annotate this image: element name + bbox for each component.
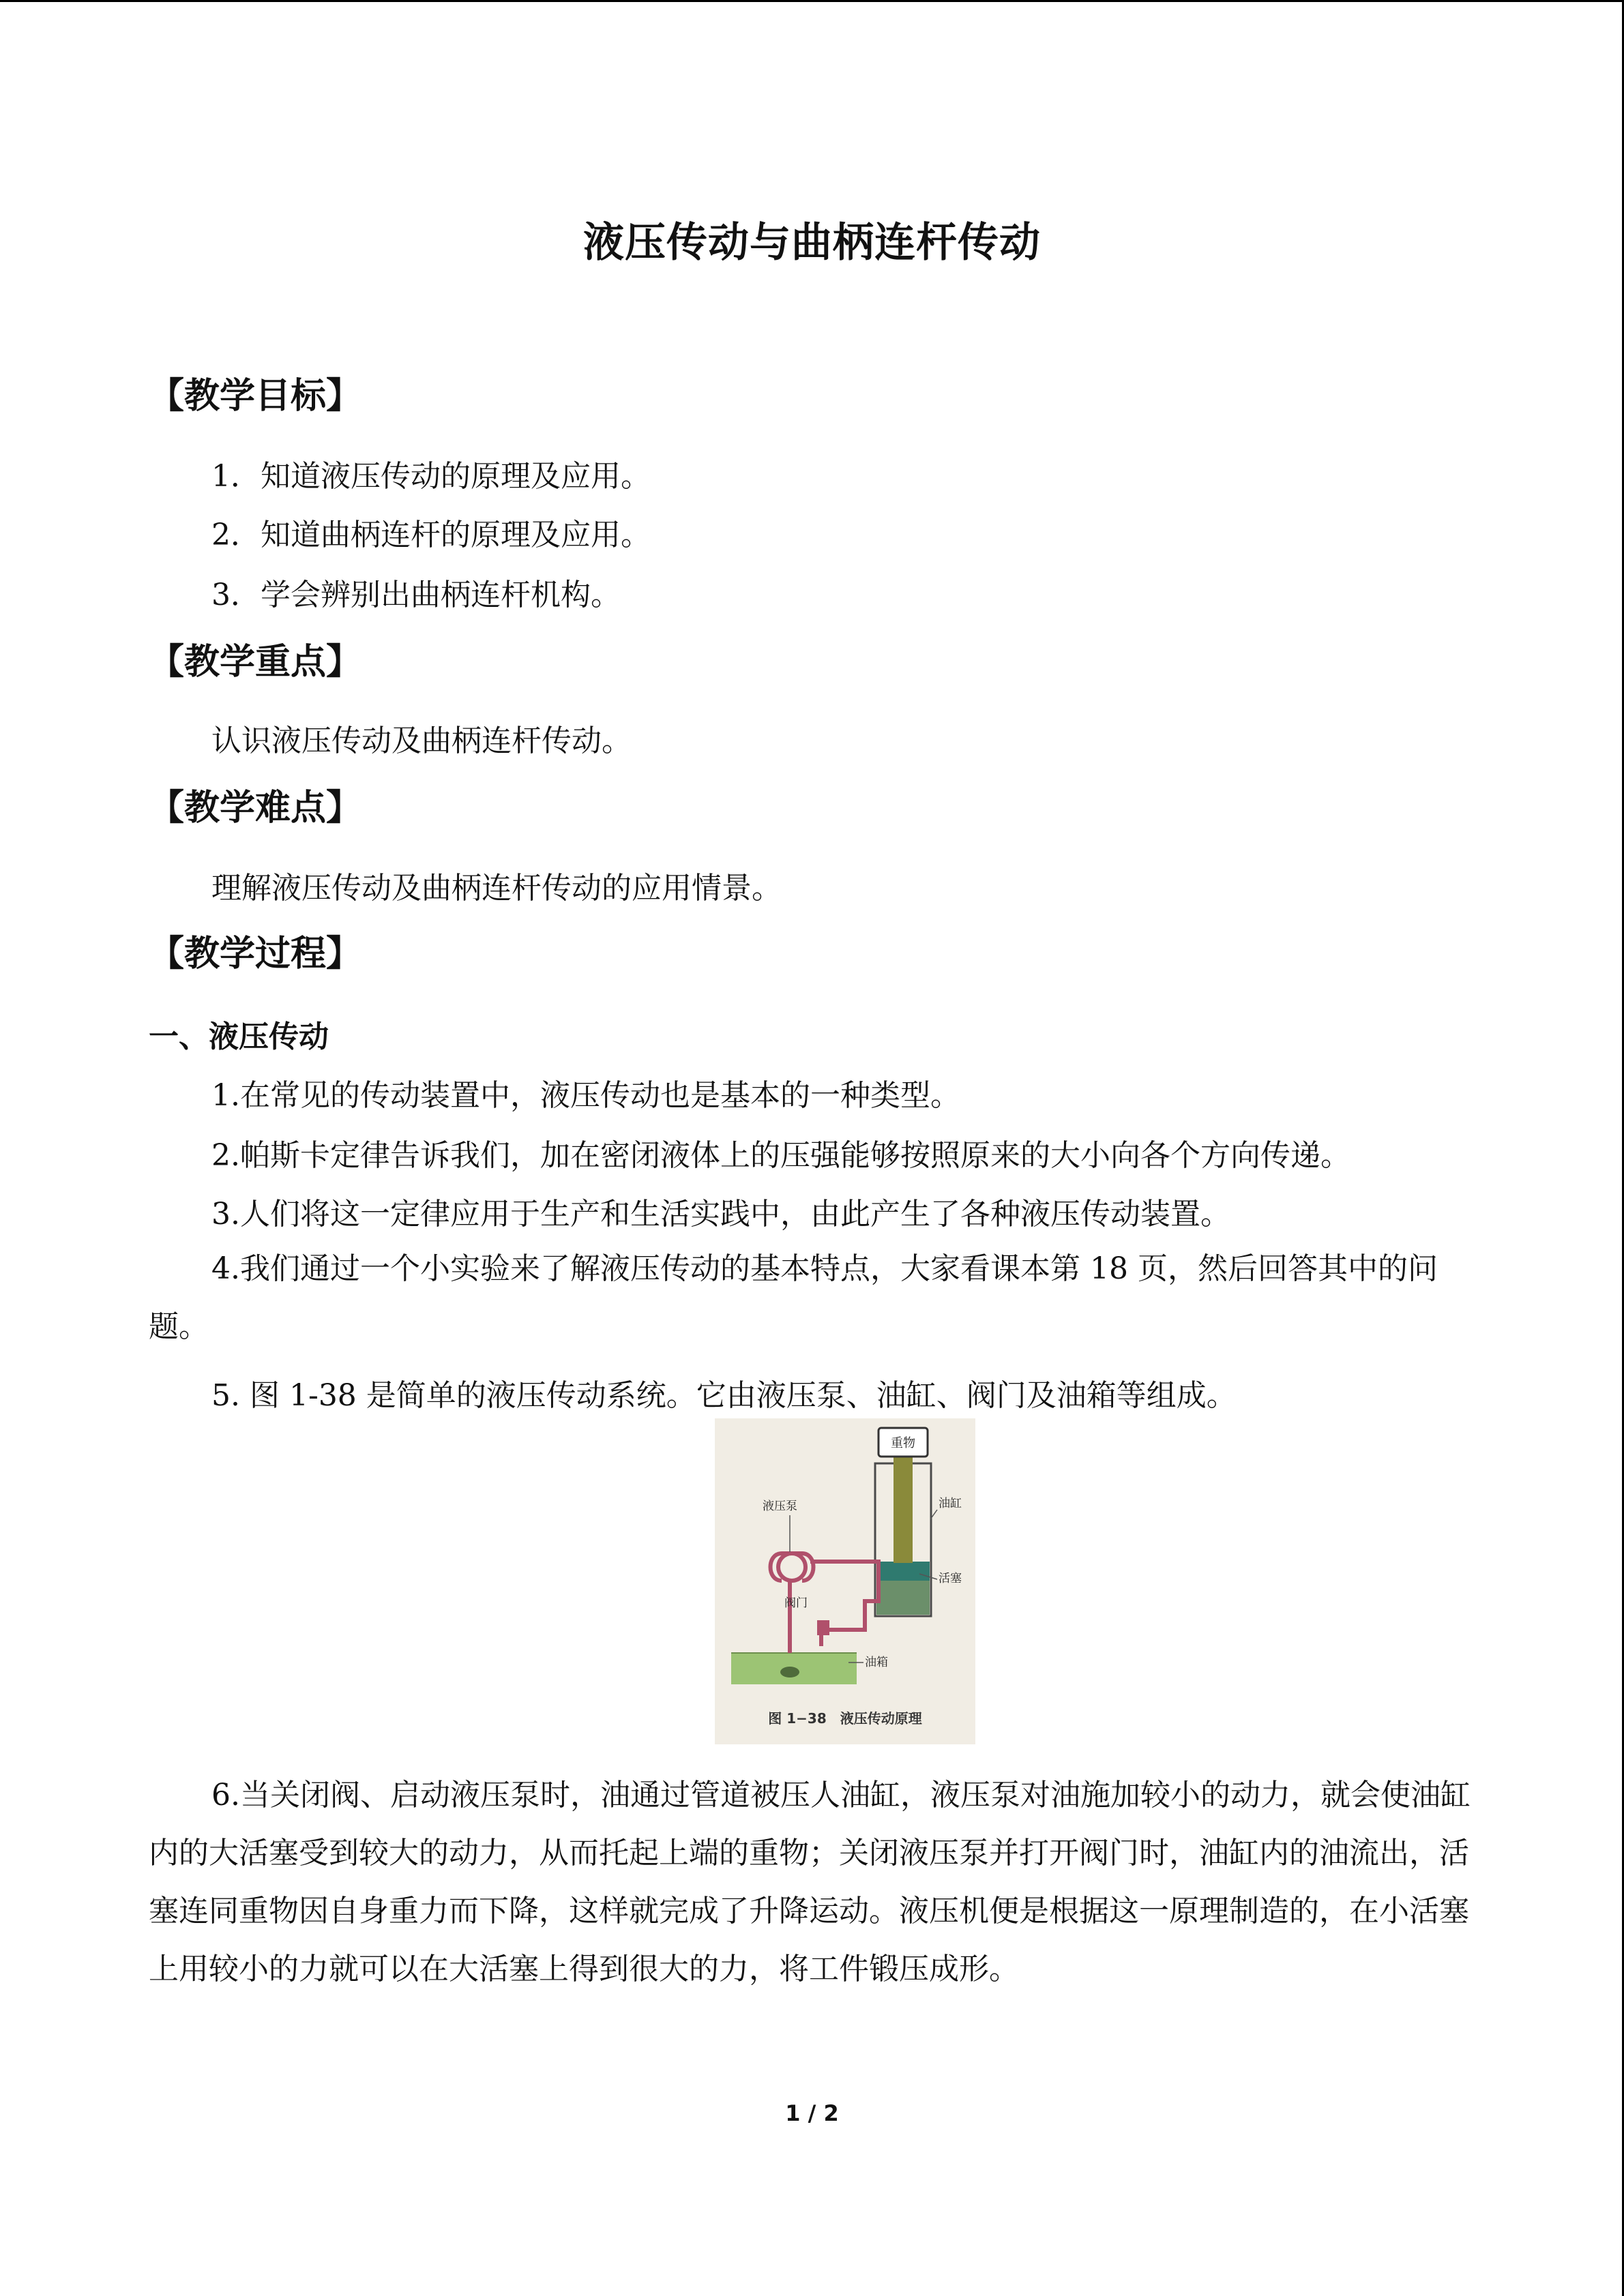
paragraph-1: 1.在常见的传动装置中，液压传动也是基本的一种类型。 — [211, 1078, 960, 1113]
objective-item-2: 2．知道曲柄连杆的原理及应用。 — [211, 518, 651, 552]
cylinder-oil — [876, 1579, 930, 1615]
figure-caption: 图 1−38 液压传动原理 — [768, 1710, 922, 1727]
paragraph-4: 4.我们通过一个小实验来了解液压传动的基本特点，大家看课本第 18 页，然后回答其中的问题。 — [149, 1251, 1438, 1344]
figure-background — [715, 1418, 975, 1744]
hydraulic-diagram-figure — [715, 1418, 975, 1744]
weight-label: 重物 — [891, 1436, 915, 1450]
section-heading-process: 【教学过程】 — [149, 933, 362, 974]
paragraph-6: 6.当关闭阀、启动液压泵时，油通过管道被压人油缸，液压泵对油施加较小的动力，就会使油缸内的大活塞受到较大的动力，从而托起上端的重物；关闭液压泵并打开阀门时，油缸内的油流出，活塞连同重物因自身重力而下降，这样就完成了升降运动。液压机便是根据这一原理制造的，在小活塞上用较小的力就可以在大活塞上得到很大的力，将工件锻压成形。 — [149, 1778, 1471, 1986]
key-points-text: 认识液压传动及曲柄连杆传动。 — [211, 724, 632, 758]
paragraph-5: 5. 图 1-38 是简单的液压传动系统。它由液压泵、油缸、阀门及油箱等组成。 — [211, 1378, 1237, 1413]
piston-shape — [876, 1562, 930, 1581]
page-top-border — [0, 0, 1624, 2]
section-heading-objectives: 【教学目标】 — [149, 375, 362, 417]
difficulties-text: 理解液压传动及曲柄连杆传动的应用情景。 — [211, 871, 782, 906]
objective-item-3: 3．学会辨别出曲柄连杆机构。 — [211, 578, 621, 612]
cylinder-label: 油缸 — [939, 1497, 962, 1510]
subsection-heading-hydraulic: 一、液压传动 — [149, 1019, 329, 1054]
section-heading-key-points: 【教学重点】 — [149, 641, 362, 683]
intake-filter — [780, 1667, 799, 1678]
piston-label: 活塞 — [939, 1572, 962, 1585]
piston-rod — [894, 1457, 913, 1563]
paragraph-3: 3.人们将这一定律应用于生产和生活实践中，由此产生了各种液压传动装置。 — [211, 1197, 1230, 1232]
hydraulic-diagram — [715, 1418, 975, 1744]
pump-label: 液压泵 — [763, 1500, 797, 1513]
page-number: 1 / 2 — [785, 2100, 839, 2126]
valve-label: 阀门 — [784, 1596, 808, 1610]
paragraph-2: 2.帕斯卡定律告诉我们，加在密闭液体上的压强能够按照原来的大小向各个方向传递。 — [211, 1138, 1350, 1173]
tank-label: 油箱 — [865, 1656, 888, 1669]
objective-item-1: 1．知道液压传动的原理及应用。 — [211, 459, 651, 494]
document-title: 液压传动与曲柄连杆传动 — [583, 219, 1041, 267]
section-heading-difficulties: 【教学难点】 — [149, 787, 362, 829]
valve-symbol — [817, 1620, 829, 1635]
